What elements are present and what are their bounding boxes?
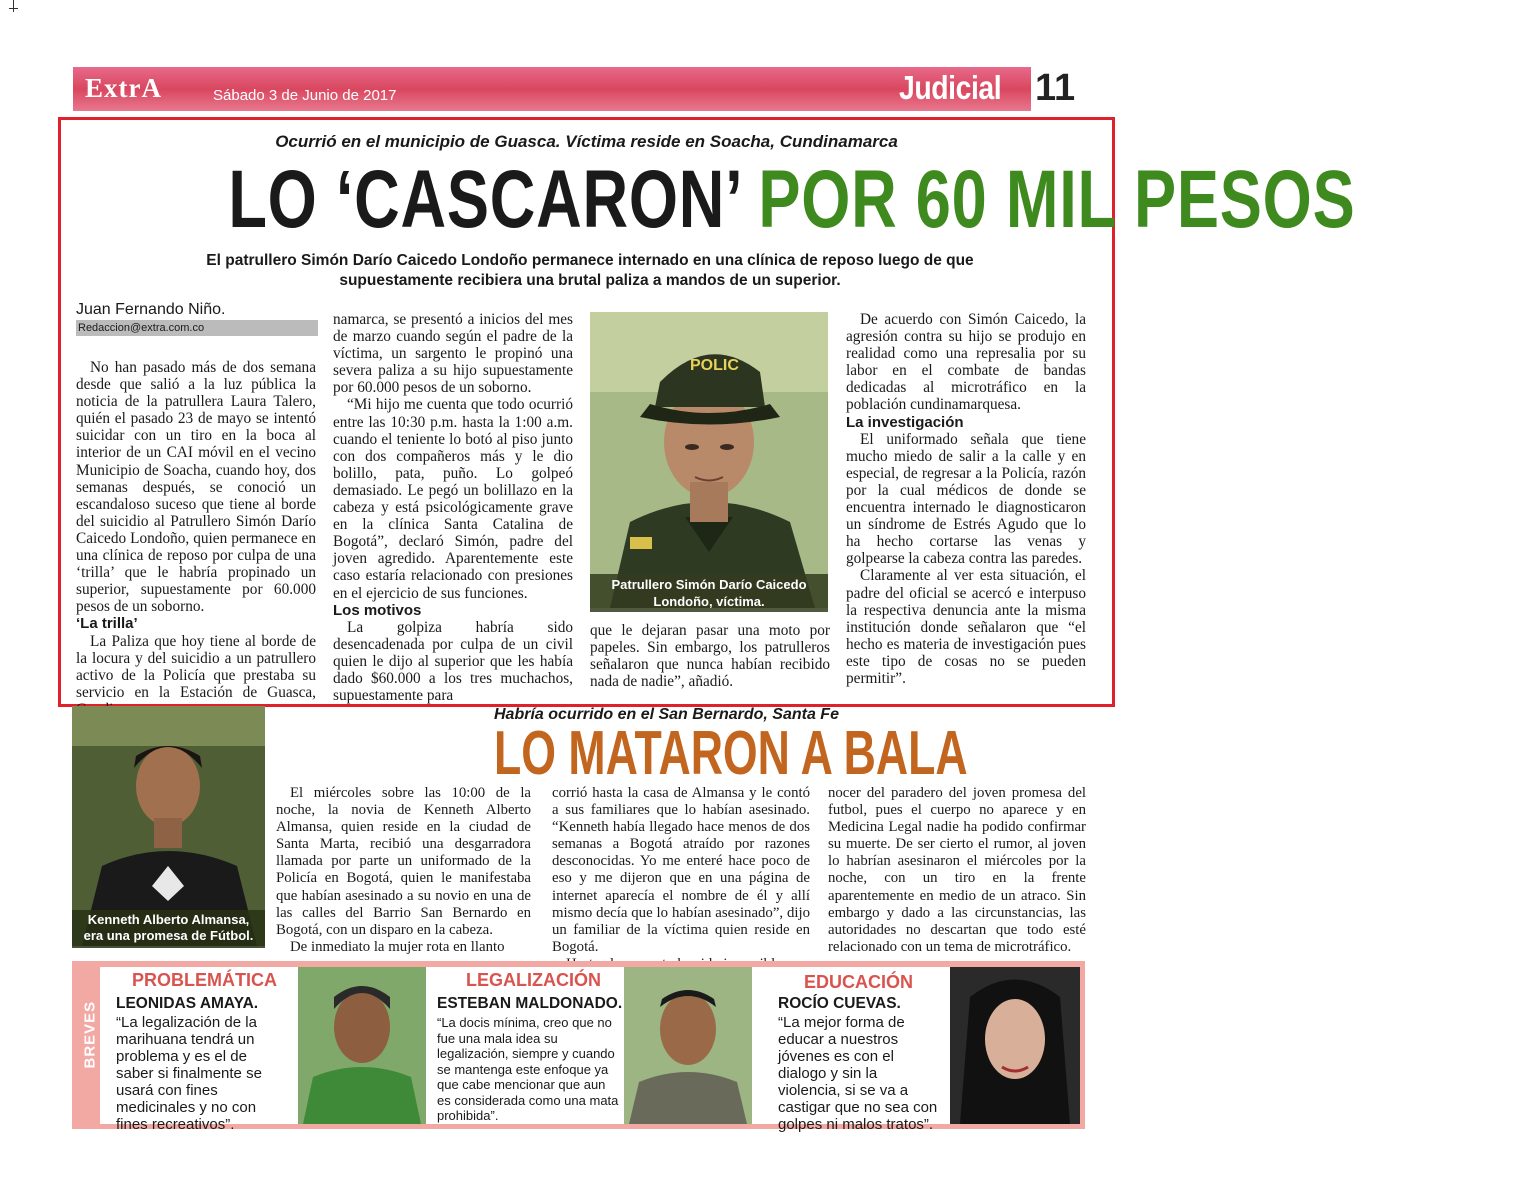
person-illustration [298, 967, 426, 1124]
byline: Juan Fernando Niño. [76, 301, 226, 318]
newspaper-logo: ExtrA [85, 73, 162, 103]
paragraph: El miércoles sobre las 10:00 de la noche, la novia de Kenneth Alberto Almansa, quien reside en la ciudad de Santa Marta, recibió una desgarradora llamada por parte un uniformado de la Policía en Bogotá, quien le manifestaba que habían asesinado a su novio en una de las calles del Barrio San Bernardo en Bogotá, con un disparo en la cabeza. [276, 785, 531, 938]
breve-photo-1 [298, 967, 426, 1124]
paragraph: El uniformado señala que tiene mucho miedo de salir a la calle y en especial, de regresar a la Policía, razón por la cual médicos de donde se encuentra internado le diagnosticaron un síndrome de Estrés Agudo que lo ha hecho cortarse las venas y golpearse la cabeza contra las paredes. [846, 430, 1086, 568]
paragraph: La Paliza que hoy tiene al borde de la locura y del suicidio a un patrullero activo de la Policía que prestaba su servicio en la Estación de Guasca, [76, 632, 316, 701]
article-column-2 [333, 311, 573, 704]
paragraph: No han pasado más de dos semana desde que salió a la luz pública la noticia de la patrullera Laura Talero, quién el pasado 23 de mayo se intentó suicidar con un tiro en la boca al interior de un CAI móvil en el vecino Municipio de Soacha, cuando hoy, dos semanas después, se conoció un escandaloso suceso que tiene al borde del suicidio al Patrullero Simón Darío Caicedo Londoño, quien permanece en una clínica de reposo por culpa de una ‘trilla’ que le habría propinado un superior, supuestamente por 60.000 pesos de un soborno. [76, 359, 316, 616]
story-headline: LO MATARON A BALA [494, 719, 968, 788]
breve-title: PROBLEMÁTICA [132, 970, 277, 990]
breve-name: ROCÍO CUEVAS. [778, 995, 901, 1012]
story-headline [60, 154, 1356, 245]
paragraph: que le dejaran pasar una moto por papeles. Sin embargo, los patrulleros señalaron que nunca habían recibido nada de nadie”, añadió. [590, 622, 830, 691]
breve-title: LEGALIZACIÓN [466, 970, 601, 990]
paragraph: namarca, se presentó a inicios del mes de marzo cuando según el padre de la víctima, un sargento le propinó una severa paliza a su hijo supuestamente por 60.000 pesos de un soborno. [333, 311, 573, 397]
masthead [73, 67, 1085, 111]
article-column-4 [846, 311, 1086, 687]
story-kicker: Ocurrió en el municipio de Guasca. Víctima reside en Soacha, Cundinamarca [275, 132, 898, 151]
breve-photo-3 [950, 967, 1080, 1124]
subheading: Los motivos [333, 601, 422, 619]
article-column-3 [828, 785, 1086, 956]
breve-photo-2 [624, 967, 752, 1124]
article-column-1 [276, 785, 531, 956]
headline-dark-part: LO ‘CASCARON’ [228, 154, 740, 245]
person-illustration [624, 967, 752, 1124]
cap-label: POLIC [690, 357, 739, 374]
breve-quote: “La mejor forma de educar a nuestros jóvenes es con el dialogo y sin la violencia, si se va a castigar que no sea con golpes ni malos tratos”. [778, 1014, 938, 1133]
officer-illustration [590, 312, 828, 608]
subheading: ‘La trilla’ [76, 615, 138, 633]
paragraph: De acuerdo con Simón Caicedo, la agresión contra su hijo se produjo en realidad como una represalia por su labor en el combate de bandas dedicadas al microtráfico en la población cundinamarquesa. [846, 311, 1086, 414]
caption-line: Londoño, víctima. [653, 594, 765, 609]
breves-label: BREVES [81, 1000, 99, 1069]
crop-mark [9, 8, 18, 9]
deck-line: El patrullero Simón Darío Caicedo Londoño permanece internado en una clínica de reposo luego de que [206, 252, 974, 269]
photo-caption [590, 574, 828, 612]
officer-photo [590, 312, 828, 608]
issue-date: Sábado 3 de Junio de 2017 [213, 87, 397, 104]
breve-name: ESTEBAN MALDONADO. [437, 995, 623, 1012]
article-column-3 [590, 622, 830, 690]
breve-quote: “La legalización de la marihuana tendrá un problema y es el de saber si finalmente se usará con fines medicinales y no con fines recreativos”. [116, 1014, 262, 1133]
breve-title: EDUCACIÓN [804, 972, 914, 992]
caption-line: Kenneth Alberto Almansa, [87, 912, 250, 927]
paragraph: De inmediato la mujer rota en llanto [290, 938, 505, 955]
story-kicker: Habría ocurrido en el San Bernardo, Santa Fe [494, 706, 839, 723]
paragraph: nocer del paradero del joven promesa del futbol, pues el cuerpo no aparece y en Medicina Legal nadie ha podido confirmar su muerte. De ser cierto el rumor, al joven lo habrían asesinaron el miércoles por la noche, con un tiro en la frente aparentemente en medio de un atraco. Sin embargo y dado a las circunstancias, las autoridades no descartan que todo esté relacionado con un tema de microtráfico. [828, 785, 1086, 955]
article-column-1 [76, 359, 316, 718]
byline-email: Redaccion@extra.com.co [76, 320, 318, 336]
paragraph: Claramente al ver esta situación, el padre del oficial se acercó e interpuso la respectiva denuncia ante la misma institución donde señalaron que “el hecho es materia de investigación pues este tipo de cosas no se pueden permitir”. [846, 567, 1086, 687]
paragraph: La golpiza habría sido desencadenada por culpa de un civil quien le dijo al superior que les había dado $60.000 a los tres muchachos, supuestamente para [333, 618, 573, 705]
caption-line: Patrullero Simón Darío Caicedo [611, 577, 807, 592]
story-deck [140, 251, 1040, 291]
article-column-2 [552, 785, 810, 973]
photo-caption [72, 910, 265, 948]
breve-quote: “La docis mínima, creo que no fue una mala idea su legalización, siempre y cuando se mantenga este enfoque ya que cabe mencionar que aun es considerada como una mata prohibida”. [437, 1015, 619, 1123]
paragraph: corrió hasta la casa de Almansa y le contó a sus familiares que lo habían asesinado. “Kenneth había llegado hace menos de dos semanas a Bogotá atraído por razones desconocidas. Yo me enteré hace poco de eso y me dijeron que en una página de internet aparecía el nombre de él y allí mismo decía que lo habían asesinado”, dijo un familiar de la víctima quien reside en Bogotá. [552, 785, 810, 955]
headline-green-part: POR 60 MIL PESOS [758, 154, 1356, 245]
person-illustration [950, 967, 1080, 1124]
page-number: 11 [1035, 67, 1076, 109]
subheading: La investigación [846, 413, 964, 431]
paragraph: “Mi hijo me cuenta que todo ocurrió entre las 10:30 p.m. hasta la 1:00 a.m. cuando el teniente lo botó al piso junto con dos compañeros más y le dio bolillo, pata, puño. Lo golpeó demasiado. Le pegó un bolillazo en la cabeza y está psicológicamente grave en la clínica Santa Catalina de Bogotá”, declaró Simón, padre del joven agredido. Aparentemente este caso estaría relacionado con presiones en el ejercicio de sus funciones. [333, 396, 573, 602]
caption-line: era una promesa de Fútbol. [83, 928, 254, 943]
section-name: Judicial [899, 69, 1002, 106]
deck-line: supuestamente recibiera una brutal paliza a mandos de un superior. [339, 272, 841, 289]
breve-name: LEONIDAS AMAYA. [116, 995, 259, 1012]
crop-mark [13, 0, 14, 12]
